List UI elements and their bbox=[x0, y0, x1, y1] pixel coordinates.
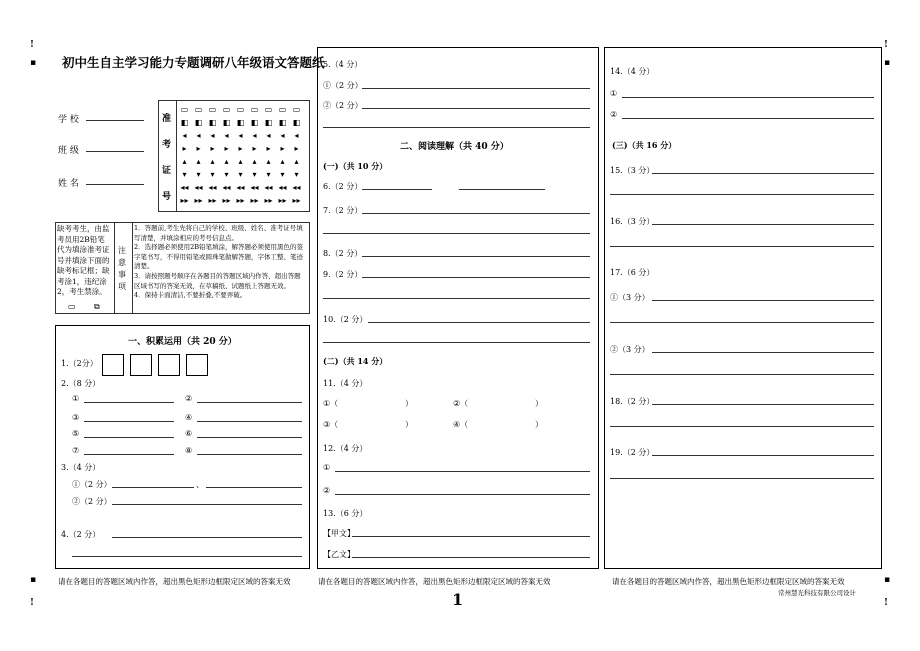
q5-2-label: ②（2 分） bbox=[323, 101, 363, 110]
answer-line[interactable] bbox=[610, 426, 874, 427]
footer-warning: 请在各题目的答题区域内作答，超出黑色矩形边框限定区域的答案无效 bbox=[58, 577, 291, 586]
q2-item-label: ⑦ bbox=[72, 446, 80, 455]
answer-line[interactable] bbox=[197, 402, 302, 403]
id-digit-column[interactable]: ▭ ◧ ◂ ▸ ▴ ▾ ◂◂ ▸▸ bbox=[180, 105, 189, 205]
answer-line[interactable] bbox=[352, 557, 590, 558]
answer-line[interactable] bbox=[622, 97, 874, 98]
q11-item-open: ④（ bbox=[453, 420, 469, 429]
answer-line[interactable] bbox=[362, 213, 590, 214]
id-digit-column[interactable]: ▭ ◧ ◂ ▸ ▴ ▾ ◂◂ ▸▸ bbox=[236, 105, 245, 205]
q1-answer-box[interactable] bbox=[130, 354, 152, 376]
answer-line[interactable] bbox=[335, 471, 590, 472]
answer-line[interactable] bbox=[84, 402, 174, 403]
corner-mark: ! bbox=[30, 598, 34, 608]
q12-1-label: ① bbox=[323, 463, 331, 472]
q2-item-label: ① bbox=[72, 394, 80, 403]
q11-item-open: ③（ bbox=[323, 420, 339, 429]
id-digit-column[interactable]: ▭ ◧ ◂ ▸ ▴ ▾ ◂◂ ▸▸ bbox=[222, 105, 231, 205]
q17-1-label: ①（3 分） bbox=[610, 293, 650, 302]
q3-separator: 、 bbox=[196, 480, 204, 489]
q14-label: 14.（4 分） bbox=[610, 67, 655, 76]
answer-line[interactable] bbox=[652, 455, 874, 456]
answer-line[interactable] bbox=[362, 108, 590, 109]
q12-label: 12.（4 分） bbox=[323, 444, 368, 453]
q10-label: 10.（2 分） bbox=[323, 315, 368, 324]
answer-line[interactable] bbox=[112, 487, 194, 488]
q17-label: 17.（6 分） bbox=[610, 268, 655, 277]
id-digit-column[interactable]: ▭ ◧ ◂ ▸ ▴ ▾ ◂◂ ▸▸ bbox=[292, 105, 301, 205]
q2-item-label: ② bbox=[185, 394, 193, 403]
q14-1-label: ① bbox=[610, 89, 618, 98]
q2-item-label: ③ bbox=[72, 413, 80, 422]
answer-line[interactable] bbox=[362, 256, 590, 257]
subsection1-title: (一)（共 10 分） bbox=[323, 161, 388, 171]
q3-label: 3.（4 分） bbox=[61, 463, 101, 472]
notes-list: 1．答题前,考生先将自己的学校、班级、姓名、准考证号填写清楚，并填涂相应的考号信息点。 2．选择题必须使用2B铅笔填涂，解答题必须使用黑色的签字笔书写，不得用铅笔或圆珠笔做解答题，字体工整、笔迹清楚。 3．请按照题号顺序在各题目的答题区域内作答，超出答题区域书写的答案无效，在草稿纸、试题纸上答题无效。 4．保持卡面清洁,不要折叠,不要弄破。 bbox=[134, 224, 304, 300]
q11-item-open: ①（ bbox=[323, 399, 339, 408]
q11-item-close: ） bbox=[535, 420, 543, 429]
q2-item-label: ⑧ bbox=[185, 446, 193, 455]
answer-line[interactable] bbox=[362, 88, 590, 89]
id-digit-column[interactable]: ▭ ◧ ◂ ▸ ▴ ▾ ◂◂ ▸▸ bbox=[194, 105, 203, 205]
q1-label: 1.（2分） bbox=[61, 359, 98, 368]
q12-2-label: ② bbox=[323, 486, 331, 495]
answer-line[interactable] bbox=[112, 537, 302, 538]
absent-note: 缺考考生，由监考员用2B铅笔代为填涂准考证号并填涂下面的缺考标记框；缺考涂1，违纪涂2，考生禁涂。 bbox=[57, 224, 110, 296]
answer-line[interactable] bbox=[362, 277, 590, 278]
subsection2-title: (二)（共 14 分） bbox=[323, 356, 388, 366]
q19-label: 19.（2 分） bbox=[610, 448, 655, 457]
q6-label: 6.（2 分） bbox=[323, 182, 363, 191]
answer-line[interactable] bbox=[84, 454, 174, 455]
q3-2-label: ②（2 分） bbox=[72, 497, 112, 506]
notes-label: 注 意 事 项 bbox=[118, 246, 126, 291]
corner-mark: ! bbox=[30, 40, 34, 50]
answer-line[interactable] bbox=[197, 421, 302, 422]
answer-line[interactable] bbox=[610, 246, 874, 247]
corner-mark: ! bbox=[884, 40, 888, 50]
name-field[interactable] bbox=[86, 184, 144, 185]
answer-line[interactable] bbox=[84, 421, 174, 422]
subsection3-title: (三)（共 16 分） bbox=[612, 140, 677, 150]
q2-item-label: ⑤ bbox=[72, 429, 80, 438]
page-number: 1 bbox=[452, 590, 464, 609]
answer-line[interactable] bbox=[362, 189, 432, 190]
answer-line[interactable] bbox=[197, 454, 302, 455]
corner-mark: ▪ bbox=[884, 575, 891, 585]
answer-line[interactable] bbox=[368, 322, 590, 323]
answer-line[interactable] bbox=[622, 118, 874, 119]
q11-item-close: ） bbox=[405, 399, 413, 408]
q11-item-close: ） bbox=[405, 420, 413, 429]
answer-line[interactable] bbox=[197, 437, 302, 438]
id-digit-column[interactable]: ▭ ◧ ◂ ▸ ▴ ▾ ◂◂ ▸▸ bbox=[208, 105, 217, 205]
corner-mark: ▪ bbox=[30, 575, 37, 585]
answer-line[interactable] bbox=[323, 298, 590, 299]
yi-label: 【乙文】 bbox=[323, 550, 355, 559]
q1-answer-box[interactable] bbox=[186, 354, 208, 376]
answer-line[interactable] bbox=[323, 233, 590, 234]
answer-line[interactable] bbox=[652, 224, 874, 225]
q17-2-label: ②（3 分） bbox=[610, 345, 650, 354]
section2-title: 二、阅读理解（共 40 分） bbox=[400, 142, 509, 152]
q1-answer-box[interactable] bbox=[158, 354, 180, 376]
corner-mark: ! bbox=[884, 598, 888, 608]
q4-label: 4.（2 分） bbox=[61, 530, 101, 539]
answer-line[interactable] bbox=[652, 352, 874, 353]
exam-id-label: 准 考 证 号 bbox=[162, 114, 172, 202]
absent-mark-box[interactable]: ▭ bbox=[68, 302, 76, 311]
q11-label: 11.（4 分） bbox=[323, 379, 368, 388]
q11-item-close: ） bbox=[535, 399, 543, 408]
corner-mark: ▪ bbox=[30, 58, 37, 68]
answer-line[interactable] bbox=[84, 437, 174, 438]
name-label: 姓 名 bbox=[58, 179, 79, 189]
q3-1-label: ①（2 分） bbox=[72, 480, 112, 489]
designer-credit: 常州慧光科技有限公司设计 bbox=[778, 589, 856, 597]
q8-label: 8.（2 分） bbox=[323, 249, 363, 258]
footer-warning: 请在各题目的答题区域内作答，超出黑色矩形边框限定区域的答案无效 bbox=[612, 577, 845, 586]
section1-title: 一、积累运用（共 20 分） bbox=[128, 337, 237, 347]
answer-line[interactable] bbox=[652, 173, 874, 174]
corner-mark: ▪ bbox=[884, 58, 891, 68]
answer-line[interactable] bbox=[323, 127, 590, 128]
answer-line[interactable] bbox=[652, 404, 874, 405]
answer-line[interactable] bbox=[206, 487, 302, 488]
class-field[interactable] bbox=[86, 151, 144, 152]
class-label: 班 级 bbox=[58, 146, 79, 156]
id-digit-column[interactable]: ▭ ◧ ◂ ▸ ▴ ▾ ◂◂ ▸▸ bbox=[278, 105, 287, 205]
q5-1-label: ①（2 分） bbox=[323, 81, 363, 90]
answer-line[interactable] bbox=[610, 194, 874, 195]
answer-line[interactable] bbox=[72, 556, 302, 557]
answer-line[interactable] bbox=[610, 374, 874, 375]
answer-line[interactable] bbox=[610, 322, 874, 323]
answer-line[interactable] bbox=[459, 189, 545, 190]
school-label: 学 校 bbox=[58, 115, 79, 125]
q11-item-open: ②（ bbox=[453, 399, 469, 408]
q9-label: 9.（2 分） bbox=[323, 270, 363, 279]
id-digit-column[interactable]: ▭ ◧ ◂ ▸ ▴ ▾ ◂◂ ▸▸ bbox=[250, 105, 259, 205]
q5-label: 5.（4 分） bbox=[323, 60, 363, 69]
footer-warning: 请在各题目的答题区域内作答，超出黑色矩形边框限定区域的答案无效 bbox=[318, 577, 551, 586]
q16-label: 16.（3 分） bbox=[610, 217, 655, 226]
answer-line[interactable] bbox=[323, 342, 590, 343]
q2-label: 2.（8 分） bbox=[61, 379, 101, 388]
violation-mark-box[interactable]: ⧉ bbox=[94, 302, 100, 311]
q15-label: 15.（3 分） bbox=[610, 166, 655, 175]
q14-2-label: ② bbox=[610, 110, 618, 119]
school-field[interactable] bbox=[86, 120, 144, 121]
q2-item-label: ④ bbox=[185, 413, 193, 422]
jia-label: 【甲文】 bbox=[323, 529, 355, 538]
answer-line[interactable] bbox=[652, 300, 874, 301]
page-title: 初中生自主学习能力专题调研八年级语文答题纸 bbox=[62, 55, 325, 70]
id-digit-column[interactable]: ▭ ◧ ◂ ▸ ▴ ▾ ◂◂ ▸▸ bbox=[264, 105, 273, 205]
q18-label: 18.（2 分） bbox=[610, 397, 655, 406]
q2-item-label: ⑥ bbox=[185, 429, 193, 438]
q1-answer-box[interactable] bbox=[102, 354, 124, 376]
answer-line[interactable] bbox=[335, 494, 590, 495]
q7-label: 7.（2 分） bbox=[323, 206, 363, 215]
answer-line[interactable] bbox=[352, 536, 590, 537]
column2-frame bbox=[317, 47, 599, 569]
q13-label: 13.（6 分） bbox=[323, 509, 368, 518]
answer-line[interactable] bbox=[112, 504, 302, 505]
column3-frame bbox=[604, 47, 882, 569]
answer-line[interactable] bbox=[610, 478, 874, 479]
